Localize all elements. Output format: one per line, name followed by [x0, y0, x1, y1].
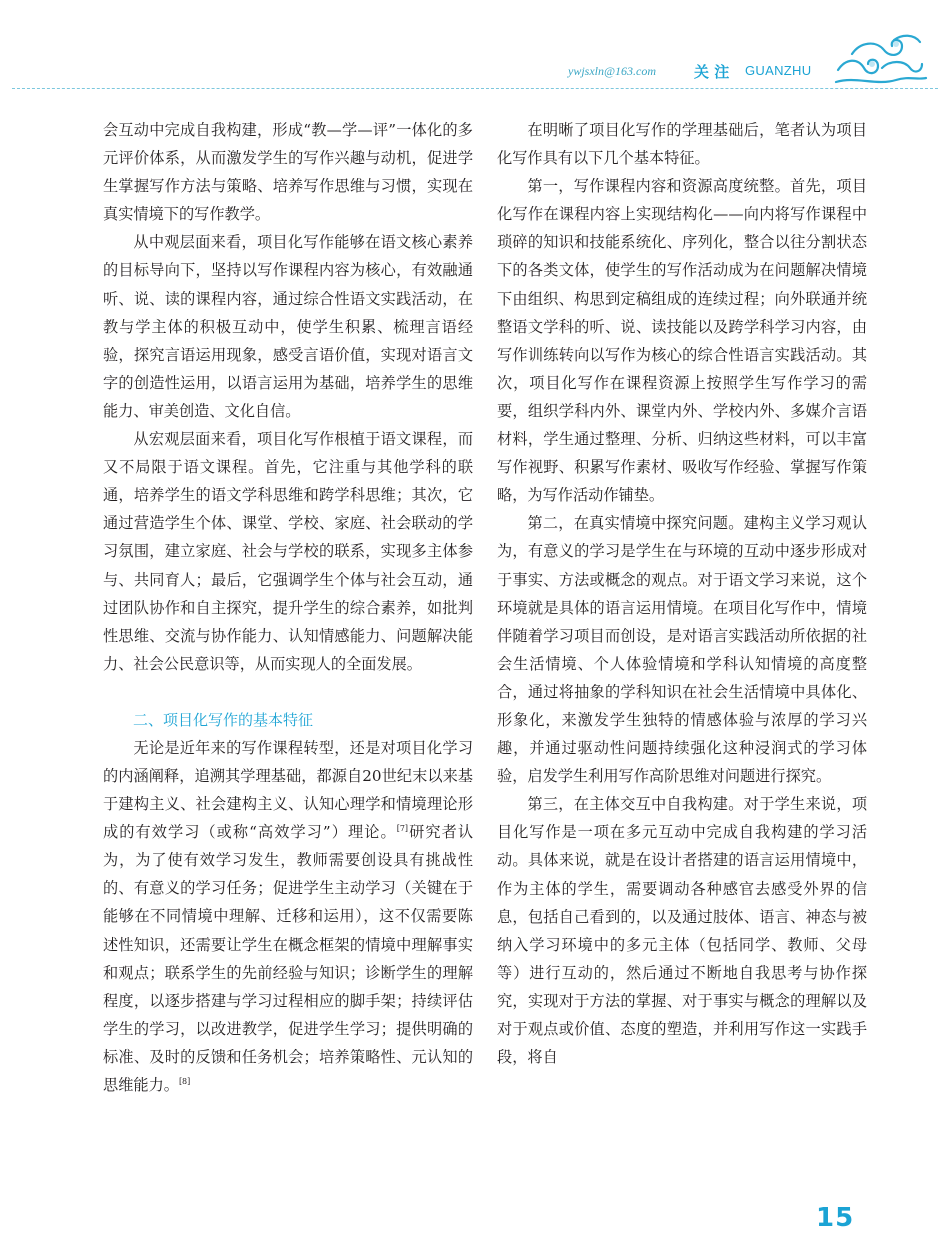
right-paragraph-2: 第一，写作课程内容和资源高度统整。首先，项目化写作在课程内容上实现结构化——向内将写作课程中琐碎的知识和技能系统化、序列化，整合以往分割状态下的各类文体，使学生的写作活动成为在问题解决情境下由组织、构思到定稿组成的连续过程；向外联通并统整语文学科的听、说、读技能以及跨学科学习内容，由写作训练转向以写作为核心的综合性语言实践活动。其次，项目化写作在课程资源上按照学生写作学习的需要，组织学科内外、课堂内外、学校内外、多媒介言语材料，学生通过整理、分析、归纳这些材料，可以丰富写作视野、积累写作素材、吸收写作经验、掌握写作策略，为写作活动作铺垫。	[497, 177, 867, 505]
section-heading: 二、项目化写作的基本特征	[133, 710, 314, 729]
header-section-title: 关 注	[694, 63, 730, 81]
left-paragraph-1: 会互动中完成自我构建，形成“教—学—评”一体化的多元评价体系，从而激发学生的写作兴趣与动机，促进学生掌握写作方法与策略、培养写作思维与习惯，实现在真实情境下的写作教学。	[103, 121, 473, 224]
page-header	[0, 0, 950, 95]
right-column	[497, 116, 867, 1071]
right-paragraph-4: 第三，在主体交互中自我构建。对于学生来说，项目化写作是一项在多元互动中完成自我构建的学习活动。具体来说，就是在设计者搭建的语言运用情境中，作为主体的学生，需要调动各种感官去感受外界的信息，包括自己看到的，以及通过肢体、语言、神态与被纳入学习环境中的多元主体（包括同学、教师、父母等）进行互动的，然后通过不断地自我思考与协作探究，实现对于方法的掌握、对于事实与概念的理解以及对于观点或价值、态度的塑造，并利用写作这一实践手段，将自	[497, 795, 867, 1067]
right-paragraph-3: 第二，在真实情境中探究问题。建构主义学习观认为，有意义的学习是学生在与环境的互动中逐步形成对于事实、方法或概念的观点。对于语文学习来说，这个环境就是具体的语言运用情境。在项目化写作中，情境伴随着学习项目而创设，是对语言实践活动所依据的社会生活情境、个人体验情境和学科认知情境的高度整合，通过将抽象的学科知识在社会生活情境中具体化、形象化，来激发学生独特的情感体验与浓厚的学习兴趣，并通过驱动性问题持续强化这种浸润式的学习体验，启发学生利用写作高阶思维对问题进行探究。	[497, 514, 867, 786]
left-paragraph-4	[103, 734, 473, 1099]
cloud-wave-ornament-icon	[832, 30, 928, 90]
header-dotted-rule	[12, 88, 938, 89]
left-paragraph-2: 从中观层面来看，项目化写作能够在语文核心素养的目标导向下，坚持以写作课程内容为核心，有效融通听、说、读的课程内容，通过综合性语文实践活动，在教与学主体的积极互动中，使学生积累、梳理言语经验，探究言语运用现象，感受言语价值，实现对语言文字的创造性运用，以语言运用为基础，培养学生的思维能力、审美创造、文化自信。	[103, 233, 473, 420]
citation-8: [8]	[178, 1076, 191, 1086]
left-paragraph-3: 从宏观层面来看，项目化写作根植于语文课程，而又不局限于语文课程。首先，它注重与其他学科的联通，培养学生的语文学科思维和跨学科思维；其次，它通过营造学生个体、课堂、学校、家庭、社会联动的学习氛围，建立家庭、社会与学校的联系，实现多主体参与、共同育人；最后，它强调学生个体与社会互动，通过团队协作和自主探究，提升学生的综合素养，如批判性思维、交流与协作能力、认知情感能力、问题解决能力、社会公民意识等，从而实现人的全面发展。	[103, 430, 473, 673]
left-column	[103, 116, 473, 1099]
citation-7: [7]	[396, 824, 409, 834]
paragraph-4-part-2: 研究者认为，为了使有效学习发生，教师需要创设具有挑战性的、有意义的学习任务；促进学生主动学习（关键在于能够在不同情境中理解、迁移和运用），这不仅需要陈述性知识，还需要让学生在概念框架的情境中理解事实和观点；联系学生的先前经验与知识；诊断学生的理解程度，以逐步搭建与学习过程相应的脚手架；持续评估学生的学习，以改进教学，促进学生学习；提供明确的标准、及时的反馈和任务机会；培养策略性、元认知的思维能力。	[103, 823, 474, 1094]
header-section-latin: GUANZHU	[745, 63, 812, 78]
page-number: 15	[816, 1203, 855, 1233]
right-paragraph-1: 在明晰了项目化写作的学理基础后，笔者认为项目化写作具有以下几个基本特征。	[497, 121, 867, 168]
paragraph-4-part-1: 无论是近年来的写作课程转型，还是对项目化学习的内涵阐释，追溯其学理基础，都源自20世纪末以来基于建构主义、社会建构主义、认知心理学和情境理论形成的有效学习（或称“高效学习”）理论。	[103, 738, 473, 842]
header-email: ywjsxln@163.com	[568, 64, 657, 78]
